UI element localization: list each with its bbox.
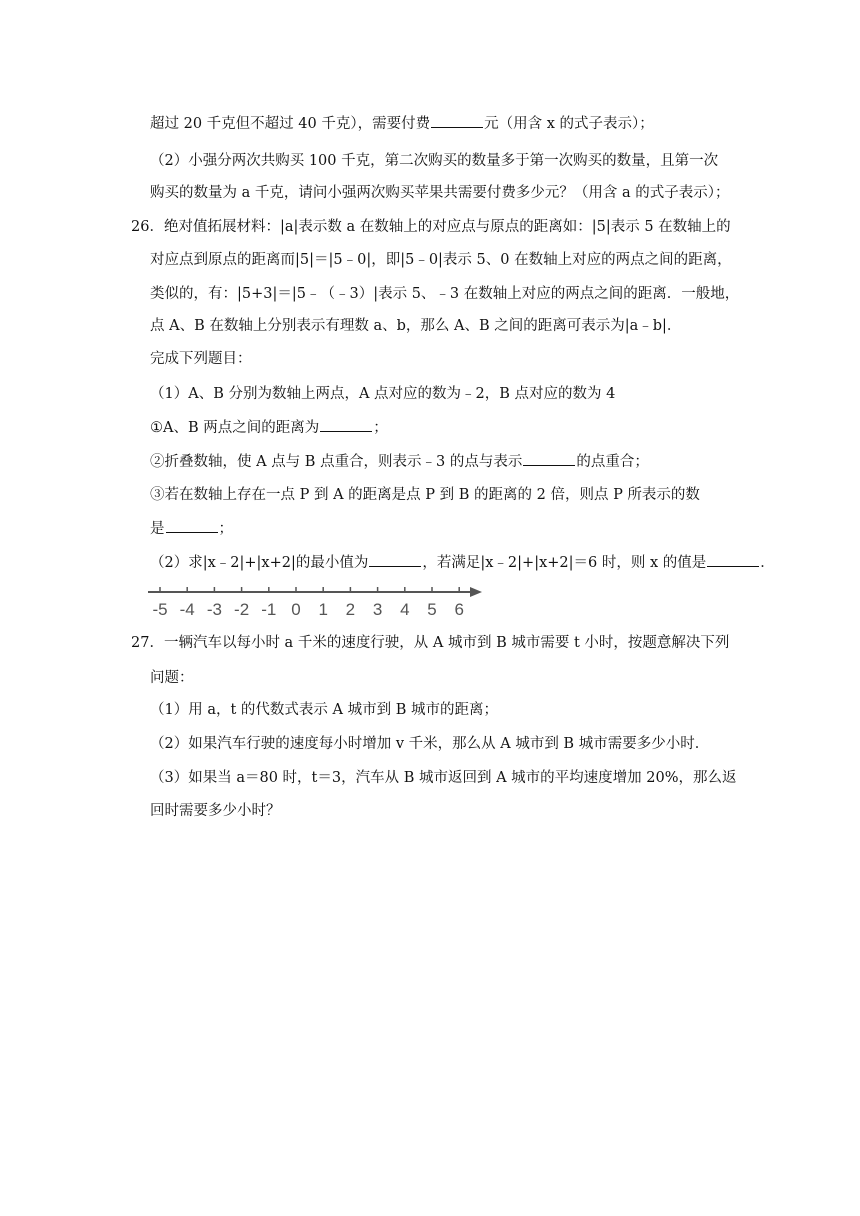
text-line-12: ③若在数轴上存在一点 P 到 A 的距离是点 P 到 B 的距离的 2 倍，则点 P 所表示的数 [150,487,700,503]
number-line-tick-label: 5 [427,600,437,619]
text-line-6: 类似的，有：|5+3|＝|5﹣（﹣3）|表示 5、﹣3 在数轴上对应的两点之间的距离．一般地， [150,286,740,302]
text-line-9: （1）A、B 分别为数轴上两点，A 点对应的数为﹣2，B 点对应的数为 4 [150,386,616,402]
text-line-18: （2）如果汽车行驶的速度每小时增加 v 千米，那么从 A 城市到 B 城市需要多少小时． [150,736,710,752]
number-line-svg [148,584,488,620]
text-line-10: ①A、B 两点之间的距离为 ； [150,417,388,438]
text-line-7: 点 A、B 在数轴上分别表示有理数 a、b，那么 A、B 之间的距离可表示为|a﹣b|． [150,318,682,334]
number-line-tick-label: 4 [400,600,410,619]
number-line-tick-label: -4 [179,600,195,619]
answer-blank [431,113,483,128]
text-line-14: （2）求|x﹣2|+|x+2|的最小值为 ，若满足|x﹣2|+|x+2|＝6 时，则 x 的值是 ． [150,552,775,573]
number-line-tick-label: 6 [454,600,464,619]
number-line-tick-label: 2 [345,600,356,619]
number-line-tick-label: -2 [234,600,250,619]
text-line-16: 问题： [150,670,194,686]
number-line-tick-label: -1 [261,600,277,619]
number-line-tick-label: -5 [152,600,168,619]
question-26-heading: 26．绝对值拓展材料：|a|表示数 a 在数轴上的对应点与原点的距离如：|5|表示 5 在数轴上的 [131,219,731,235]
text-line-20: 回时需要多少小时？ [150,803,281,819]
text-line-2: （2）小强分两次共购买 100 千克，第二次购买的数量多于第一次购买的数量，且第一次 [150,153,719,169]
number-line-tick-label: 1 [318,600,328,619]
number-line-arrow [470,587,482,597]
answer-blank [707,552,759,567]
answer-blank [166,518,218,533]
question-27-heading: 27．一辆汽车以每小时 a 千米的速度行驶，从 A 城市到 B 城市需要 t 小时，按题意解决下列 [131,635,730,651]
text-line-3: 购买的数量为 a 千克，请问小强两次购买苹果共需要付费多少元？（用含 a 的式子表示）； [150,185,730,201]
answer-blank [369,552,421,567]
answer-blank [320,417,372,432]
text-line-5: 对应点到原点的距离而|5|＝|5﹣0|，即|5﹣0|表示 5、0 在数轴上对应的两点之间的距离， [150,252,732,268]
number-line [148,584,488,620]
text-line-19: （3）如果当 a＝80 时，t＝3，汽车从 B 城市返回到 A 城市的平均速度增加 20%，那么返 [150,770,737,786]
text-line-11: ②折叠数轴，使 A 点与 B 点重合，则表示﹣3 的点与表示 的点重合； [150,451,649,472]
number-line-tick-label: -3 [206,600,222,619]
number-line-tick-label: 3 [372,600,383,619]
answer-blank [523,451,575,466]
text-line-8: 完成下列题目： [150,351,252,367]
text-line-1: 超过 20 千克但不超过 40 千克），需要付费 元（用含 x 的式子表示）； [150,113,654,134]
text-line-17: （1）用 a，t 的代数式表示 A 城市到 B 城市的距离； [150,702,498,718]
number-line-tick-label: 0 [291,600,301,619]
text-line-13: 是 ； [150,518,233,539]
